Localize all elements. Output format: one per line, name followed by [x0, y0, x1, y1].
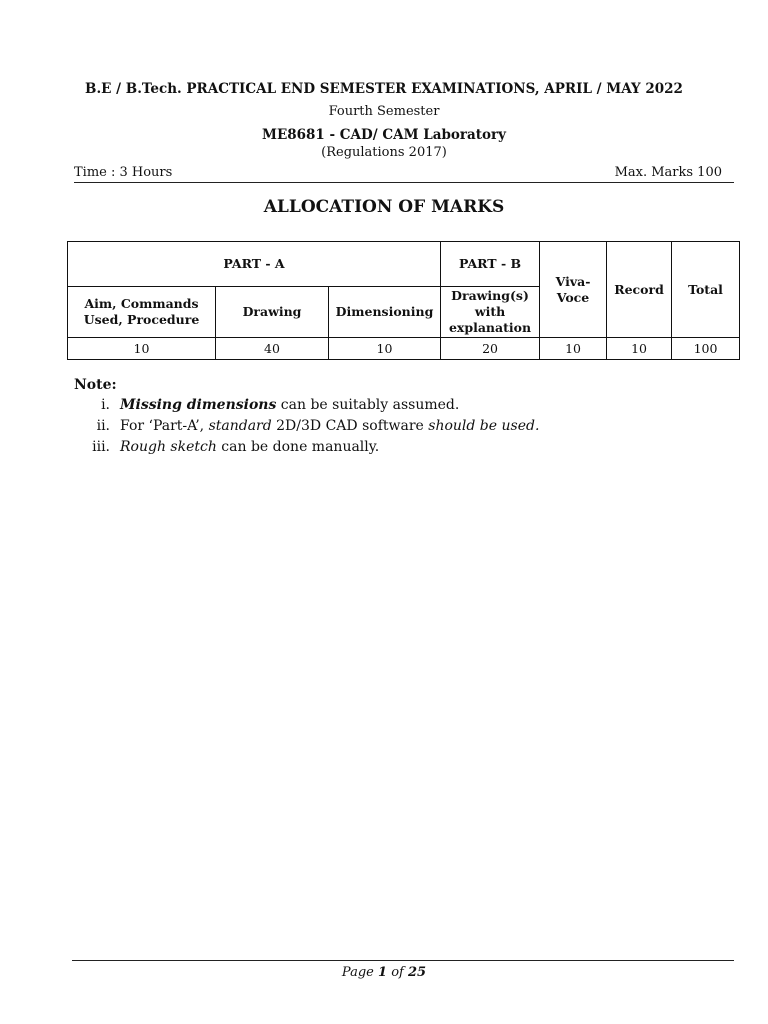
time-label: Time : 3 Hours [74, 165, 173, 180]
drawing-explanation-header: Drawing(s) with explanation [441, 287, 540, 338]
page-word: Page [341, 965, 374, 980]
course-title: ME8681 - CAD/ CAM Laboratory [262, 127, 506, 143]
exam-title: B.E / B.Tech. PRACTICAL END SEMESTER EXAMINATIONS, APRIL / MAY 2022 [85, 81, 683, 97]
viva-marks: 10 [540, 338, 607, 360]
note-text [120, 437, 379, 458]
table-row [68, 338, 740, 360]
note-text-run: standard [208, 418, 272, 434]
table-header-row [68, 242, 740, 287]
semester-label: Fourth Semester [328, 104, 440, 119]
note-text-run: Rough sketch [120, 439, 217, 455]
note-text [120, 416, 539, 437]
page-heading: ALLOCATION OF MARKS [263, 197, 505, 217]
marks-allocation-table [67, 241, 740, 360]
total-marks: 100 [672, 338, 740, 360]
part-b-header: PART - B [441, 242, 540, 287]
note-text-run: can be suitably assumed. [276, 397, 460, 413]
aim-header: Aim, Commands Used, Procedure [68, 287, 216, 338]
drawing-header: Drawing [216, 287, 329, 338]
note-list [74, 395, 734, 458]
note-title: Note: [74, 377, 117, 393]
page-number: 1 [378, 965, 388, 980]
time-marks-row [74, 164, 734, 183]
note-text-run: Missing dimensions [120, 397, 277, 413]
list-item [74, 416, 734, 437]
part-b-marks: 20 [441, 338, 540, 360]
note-text-run: should be used. [428, 418, 540, 434]
part-a-header: PART - A [68, 242, 441, 287]
note-text [120, 395, 459, 416]
aim-marks: 10 [68, 338, 216, 360]
footer-divider [72, 960, 734, 961]
dimensioning-marks: 10 [329, 338, 441, 360]
regulations-label: (Regulations 2017) [321, 145, 447, 160]
list-item [74, 437, 734, 458]
notes-section [74, 377, 734, 458]
record-header: Record [607, 242, 672, 338]
of-word: of [391, 965, 404, 980]
max-marks-label: Max. Marks 100 [614, 165, 722, 180]
note-text-run: can be done manually. [216, 439, 380, 455]
drawing-marks: 40 [216, 338, 329, 360]
record-marks: 10 [607, 338, 672, 360]
total-pages: 25 [407, 965, 427, 980]
dimensioning-header: Dimensioning [329, 287, 441, 338]
note-number: ii. [96, 418, 110, 434]
note-text-run: For ‘Part-A’, [120, 418, 209, 434]
page-footer [0, 965, 768, 980]
note-number: i. [101, 397, 110, 413]
total-header: Total [672, 242, 740, 338]
note-number: iii. [92, 439, 110, 455]
note-text-run: 2D/3D CAD software [271, 418, 429, 434]
viva-voce-header: Viva- Voce [540, 242, 607, 338]
list-item [74, 395, 734, 416]
